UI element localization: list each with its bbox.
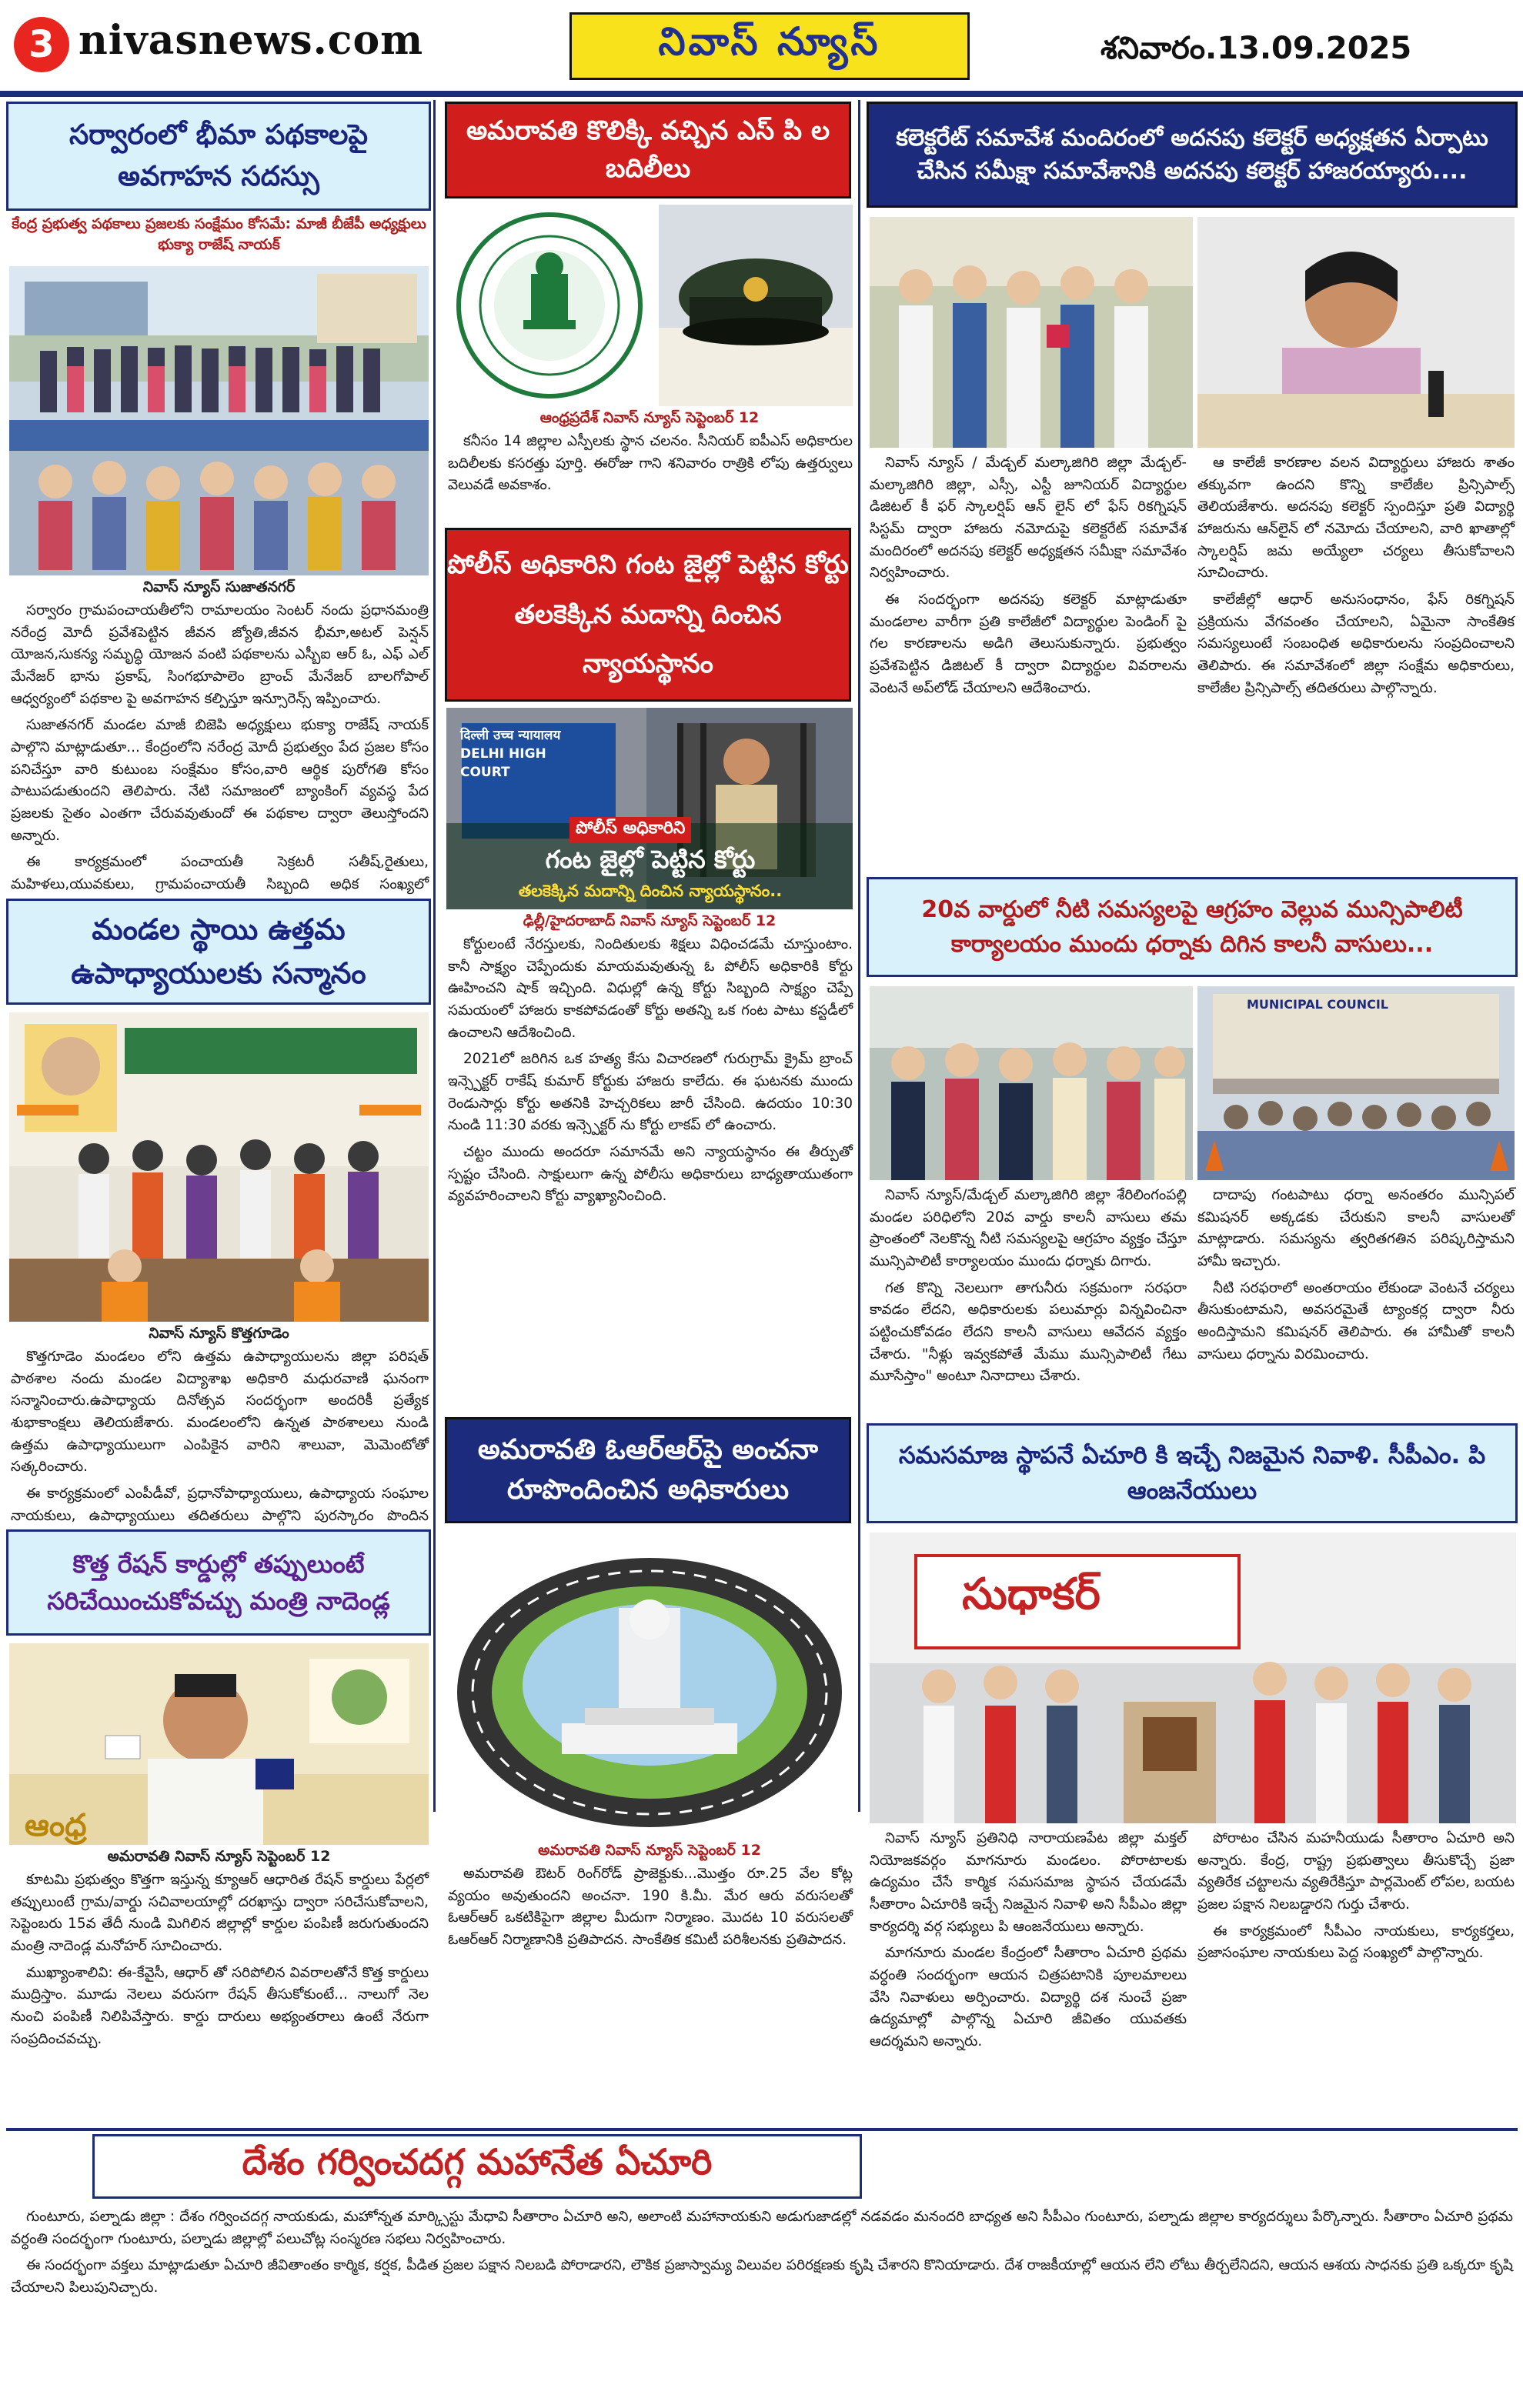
paragraph: ముఖ్యాంశాలివి: ఈ-కేవైసీ, ఆధార్ తో సరిపోలిన వివరాలతోనే కొత్త కార్డులు ముద్రిస్తాం. మూడు నెలలు వరుసగా రేషన్ తీసుకోకుంటే... నాలుగో నెల నుంచి పంపిణీ నిలిపివేస్తారు. కార్డు దారులు అభ్యంతరాలు ఉంటే నేరుగా సంప్రదించవచ్చు. xyxy=(11,1964,429,2047)
newspaper-logo: నివాస్ న్యూస్ xyxy=(569,12,970,80)
headline-a1: సర్వారంలో భీమా పథకాలపై అవగాహన సదస్సు xyxy=(6,102,431,211)
paragraph: ఈ సందర్భంగా వక్తలు మాట్లాడుతూ ఏచూరి జీవితాంతం కార్మిక, కర్షక, పీడిత ప్రజల పక్షాన నిలబడి పోరాడారని, లౌకిక ప్రజాస్వామ్య విలువల పరిరక్షణకు కృషి చేశారని కొనియాడారు. దేశ రాజకీయాల్లో ఆయన లేని లోటు తీర్చలేనిదని, ఆయన ఆశయ సాధనకు ప్రతి ఒక్కరూ కృషి చేయాలని పిలుపునిచ్చారు. xyxy=(11,2257,1513,2296)
photo-additional-collector xyxy=(1197,217,1515,448)
paragraph: ఆ కాలేజీ కారణాల వలన విద్యార్థులు హాజరు శాతం తక్కువగా ఉందని కొన్ని కాలేజీల ప్రిన్సిపాల్స్ తెలియజేశారు. అదనపు కలెక్టర్ స్పందిస్తూ ప్రతి విద్యార్థి హాజరును ఆన్‌లైన్ లో నమోదు చేయాలని, వారి ఖాతాల్లో స్కాలర్షిప్ జమ అయ్యేలా చర్యలు తీసుకోవాలని సూచించారు. xyxy=(1197,455,1515,582)
headline-a3: కొత్త రేషన్ కార్డుల్లో తప్పులుంటే సరిచేయించుకోవచ్చు మంత్రి నాదెండ్ల xyxy=(6,1529,431,1636)
caption-a2: నివాస్ న్యూస్ కొత్తగూడెం xyxy=(149,1325,289,1342)
paragraph: ఈ కార్యక్రమంలో సీపీఎం నాయకులు, కార్యకర్తలు, ప్రజాసంఘాల నాయకులు పెద్ద సంఖ్యలో పాల్గొన్నారు. xyxy=(1197,1923,1515,1962)
paragraph: నీటి సరఫరాలో అంతరాయం లేకుండా వెంటనే చర్యలు తీసుకుంటామని, అవసరమైతే ట్యాంకర్ల ద్వారా నీరు అందిస్తామని కమిషనర్ తెలిపారు. ఈ హామీతో కాలనీ వాసులు ధర్నాను విరమించారు. xyxy=(1197,1279,1515,1362)
headline-a10: దేశం గర్వించదగ్గ మహానేత ఏచూరి xyxy=(92,2134,862,2199)
banner-text: సుధాకర్ xyxy=(962,1569,1101,1619)
paragraph: నివాస్ న్యూస్ ప్రతినిధి నారాయణపేట జిల్లా మక్తల్ నియోజకవర్గం మాగనూరు మండలం. పోరాటాలకు ఉద్యమం చేసే కార్మిక సమసమాజ స్థాపన చేయడమే సీతారాం ఏచూరికి ఇచ్చే నిజమైన నివాళి అని సీపీఎం జిల్లా కార్యదర్శి వర్గ సభ్యులు పి ఆంజనేయులు అన్నారు. xyxy=(870,1830,1187,1935)
article-body-a3 xyxy=(11,1869,429,2117)
caption-a6: అమరావతి నివాస్ న్యూస్ సెప్టెంబర్ 12 xyxy=(538,1842,761,1859)
paragraph: సుజాతనగర్ మండల మాజీ బిజెపి అధ్యక్షులు భుక్యా రాజేష్ నాయక్ పాల్గొని మాట్లాడుతూ... కేంద్రంలోని నరేంద్ర మోదీ ప్రభుత్వం పేద ప్రజల కోసం పనిచేస్తూ వారి కుటుంబ సంక్షేమం కోసం,వారి ఆర్థిక పురోగతి కోసం పాటుపడుతుందని తెలిపారు. నేటి సమాజంలో బ్యాంకింగ్ వ్యవస్థ పేద ప్రజలకు సైతం ఎంతగా చేరువవుతుందో ఈ పథకాల ద్వారా తెలుస్తోందని అన్నారు. xyxy=(11,717,429,844)
article-body-a4 xyxy=(448,431,853,522)
caption-a4: ఆంధ్రప్రదేశ్ నివాస్ న్యూస్ సెప్టెంబర్ 12 xyxy=(539,409,760,426)
site-url[interactable]: nivasnews.com xyxy=(78,17,424,64)
column-divider xyxy=(858,100,860,1812)
photo-ap-emblem xyxy=(446,205,653,406)
paragraph: పోరాటం చేసిన మహనీయుడు సీతారాం ఏచూరి అని అన్నారు. కేంద్ర, రాష్ట్ర ప్రభుత్వాలు తీసుకొచ్చే ప్రజా వ్యతిరేక చట్టాలను వ్యతిరేకిస్తూ పార్లమెంట్ లోపల, బయట ప్రజల పక్షాన నిలబడ్డారని గుర్తు చేశారు. xyxy=(1197,1830,1515,1913)
paragraph: సర్వారం గ్రామపంచాయతీలోని రామాలయం సెంటర్ నందు ప్రధానమంత్రి నరేంద్ర మోదీ ప్రవేశపెట్టిన జీవన జ్యోతి,జీవన భీమా,అటల్ పెన్షన్ యోజన,సుకన్య సమృద్ధి యోజన వంటి పథకాలను ఎస్బీఐ ఆర్ ఓ, ఎఫ్ ఎల్ మేనేజర్ భాను ప్రకాష్, సింగభూపాలెం బ్రాంచ్ మేనేజర్ బాలగోపాల్ ఆధ్వర్యంలో పథకాల పై అవగాహన కల్పిస్తూ ఇన్సూరెన్స్ ఇప్పించారు. xyxy=(11,602,429,707)
article-body-a10 xyxy=(11,2206,1513,2399)
photo-police-cap xyxy=(659,205,853,406)
photo-insurance-meeting xyxy=(9,266,429,575)
article-body-a5 xyxy=(448,934,853,1411)
subheadline-a1: కేంద్ర ప్రభుత్వ పథకాలు ప్రజలకు సంక్షేమం కోసమే: మాజీ బీజేపీ అధ్యక్షులు భుక్యా రాజేష్ నాయక్ xyxy=(12,215,426,253)
paragraph: దాదాపు గంటపాటు ధర్నా అనంతరం మున్సిపల్ కమిషనర్ అక్కడకు చేరుకుని కాలనీ వాసులతో మాట్లాడారు. సమస్యను త్వరితగతిన పరిష్కరిస్తామని హామీ ఇచ్చారు. xyxy=(1197,1187,1515,1270)
svg-text:ఆంధ్ర: ఆంధ్ర xyxy=(25,1808,87,1843)
headline-a8: 20వ వార్డులో నీటి సమస్యలపై ఆగ్రహం వెల్లువ మున్సిపాలిటీ కార్యాలయం ముందు ధర్నాకు దిగిన కాలనీ వాసులు... xyxy=(867,877,1518,977)
column-divider xyxy=(433,100,436,1812)
photo-collector-greeting xyxy=(870,217,1193,448)
headline-a9: సమసమాజ స్థాపనే ఏచూరి కి ఇచ్చే నిజమైన నివాళి. సీపీఎం. పి ఆంజనేయులు xyxy=(867,1423,1518,1523)
paragraph: 2021లో జరిగిన ఒక హత్య కేసు విచారణలో గురుగ్రామ్ క్రైమ్ బ్రాంచ్ ఇన్స్పెక్టర్ రాకేష్ కుమార్ కోర్టుకు హాజరు కాలేదు. ఈ ఘటనకు ముందు రెండుసార్లు కోర్టు అతనికి హెచ్చరికలు జారీ చేసింది. ఉదయం 10:30 నుండి 11:30 వరకు ఇన్స్పెక్టర్ ను కోర్టు లాకప్ లో ఉంచారు. xyxy=(448,1051,853,1134)
paragraph: కాలేజీల్లో ఆధార్ అనుసంధానం, ఫేస్ రికగ్నిషన్ ప్రక్రియను వేగవంతం చేయాలని, ఏమైనా సాంకేతిక సమస్యలుంటే సంబంధిత అధికారులను సంప్రదించాలని తెలిపారు. ఈ సమావేశంలో జిల్లా సంక్షేమ అధికారులు, కాలేజీల ప్రిన్సిపాల్స్ తదితరులు పాల్గొన్నారు. xyxy=(1197,592,1515,696)
headline-a4: అమరావతి కొలిక్కి వచ్చిన ఎస్ పి ల బదిలీలు xyxy=(445,102,851,198)
paragraph: అమరావతి ఔటర్ రింగ్‌రోడ్ ప్రాజెక్టుకు...మొత్తం రూ.25 వేల కోట్ల వ్యయం అవుతుందని అంచనా. 190 కి.మీ. మేర ఆరు వరుసలతో ఓఆర్ఆర్ ఒకటికిపైగా జిల్లాల మీదుగా నిర్మాణం. మొదట 10 వరుసలతో ఓఆర్ఆర్ నిర్మాణానికి ప్రతిపాదన. సాంకేతిక కమిటీ పరిశీలనకు ప్రతిపాదన. xyxy=(448,1866,853,1949)
headline-a6: అమరావతి ఓఆర్ఆర్‌పై అంచనా రూపొందించిన అధికారులు xyxy=(445,1417,851,1523)
paragraph: కోర్టులంటే నేరస్తులకు, నిందితులకు శిక్షలు విధించడమే చూస్తుంటాం. కానీ సాక్ష్యం చెప్పేందుకు మాయమవుతున్న ఓ పోలీస్ అధికారికి కోర్టు ఊహించని షాక్ ఇచ్చింది. విధుల్లో ఉన్న కోర్టు సిబ్బంది సాక్ష్యం చెప్పే సమయంలో హాజరు కాకపోవడంతో కోర్టు అతన్ని ఒక గంట పాటు కస్టడీలో ఉంచాలని ఆదేశించింది. xyxy=(448,936,853,1041)
caption-a1: నివాస్ న్యూస్ సుజాతనగర్ xyxy=(142,579,296,595)
municipal-sign: MUNICIPAL COUNCIL xyxy=(1247,997,1388,1012)
article-body-a9-col1 xyxy=(870,1828,1187,2120)
headline-a2: మండల స్థాయి ఉత్తమ ఉపాధ్యాయులకు సన్మానం xyxy=(6,899,431,1005)
masthead-rule xyxy=(0,91,1523,97)
photo-teacher-felicitation xyxy=(9,1012,429,1322)
paragraph: ఈ కార్యక్రమంలో ఎంపీడీవో, ప్రధానోపాధ్యాయులు, ఉపాధ్యాయ సంఘాల నాయకులు, ఉపాధ్యాయులు తదితరులు పాల్గొని పురస్కారం పొందిన xyxy=(11,1486,429,1524)
article-body-a7-col1 xyxy=(870,452,1187,868)
photo-protest-crowd xyxy=(870,986,1193,1180)
overlay-line-3: తలకెక్కిన మదాన్ని దించిన న్యాయస్థానం.. xyxy=(518,882,783,900)
paragraph: కొత్తగూడెం మండలం లోని ఉత్తమ ఉపాధ్యాయులను జిల్లా పరిషత్ పాఠశాల నందు మండల విద్యాశాఖ అధికారి మధురవాణి ఘనంగా సన్మానించారు.ఉపాధ్యాయ దినోత్సవ సందర్భంగా అందరికీ ప్రత్యేక శుభాకాంక్షలు తెలియజేశారు. మండలంలోని ఉన్నత పాఠశాలలు నుండి ఉత్తమ ఉపాధ్యాయులుగా ఎంపికైన వారిని శాలువా, మెమెంటోతో సత్కరించారు. xyxy=(11,1349,429,1476)
article-body-a7-col2 xyxy=(1197,452,1515,868)
overlay-line-2: గంట జైల్లో పెట్టిన కోర్టు xyxy=(545,845,756,874)
article-body-a2 xyxy=(11,1346,429,1523)
caption-a5: ఢిల్లీ/హైదరాబాద్ నివాస్ న్యూస్ సెప్టెంబర్ 12 xyxy=(523,912,777,929)
paragraph: గుంటూరు, పల్నాడు జిల్లా : దేశం గర్వించదగ్గ నాయకుడు, మహోన్నత మార్క్సిస్టు మేధావి సీతారాం ఏచూరి అని, అలాంటి మహానాయకుని అడుగుజాడల్లో నడవడం మనందరి బాధ్యత అని సీపీఎం గుంటూరు, పల్నాడు జిల్లాల కార్యదర్శులు పేర్కొన్నారు. సీతారాం ఏచూరి ప్రథమ వర్ధంతి సందర్భంగా గుంటూరు, పల్నాడు జిల్లాల్లో పలుచోట్ల సంస్మరణ సభలు నిర్వహించారు. xyxy=(11,2209,1513,2247)
paragraph: ఈ సందర్భంగా అదనపు కలెక్టర్ మాట్లాడుతూ మండలాల వారీగా ప్రతి కాలేజీలో విద్యార్థుల పెండింగ్ పై గల కారణాలను అడిగి తెలుసుకున్నారు. ప్రభుత్వం ప్రవేశపెట్టిన డిజిటల్ కీ ద్వారా విద్యార్థుల వివరాలను వెంటనే అప్‌లోడ్ చేయాలని ఆదేశించారు. xyxy=(870,592,1187,696)
article-body-a1 xyxy=(11,600,429,894)
article-body-a6 xyxy=(448,1863,853,2045)
paragraph: చట్టం ముందు అందరూ సమానమే అని న్యాయస్థానం ఈ తీర్పుతో స్పష్టం చేసింది. సాక్షులుగా ఉన్న పోలీసు అధికారులు బాధ్యతాయుతంగా వ్యవహరించాలని కోర్టు వ్యాఖ్యానించింది. xyxy=(448,1144,853,1205)
page-number-badge: 3 xyxy=(14,17,69,72)
paragraph: ఈ కార్యక్రమంలో పంచాయతీ సెక్రటరీ సతీష్,రైతులు, మహిళలు,యువకులు, గ్రామపంచాయతీ సిబ్బంది అధిక సంఖ్యలో xyxy=(11,854,429,893)
issue-date: శనివారం.13.09.2025 xyxy=(1101,31,1412,66)
paragraph: కనీసం 14 జిల్లాల ఎస్పీలకు స్థాన చలనం. సీనియర్ ఐపీఎస్ అధికారుల బదిలీలకు కసరత్తు పూర్తి. ఈరోజు గాని శనివారం రాత్రికి లోపు ఉత్తర్వులు వెలువడే అవకాశం. xyxy=(448,433,853,494)
paragraph: గత కొన్ని నెలలుగా తాగునీరు సక్రమంగా సరఫరా కావడం లేదని, అధికారులకు పలుమార్లు విన్నవించినా పట్టించుకోవడం లేదని కాలనీ వాసులు ఆవేదన వ్యక్తం చేశారు. "నీళ్లు ఇవ్వకపోతే మేము మున్సిపాలిటీ గేటు మూసేస్తాం" అంటూ నినాదాలు చేశారు. xyxy=(870,1279,1187,1385)
court-sign: दिल्ली उच्च न्यायालय DELHI HIGH COURT xyxy=(460,728,561,780)
paragraph: మాగనూరు మండల కేంద్రంలో సీతారాం ఏచూరి ప్రథమ వర్ధంతి సందర్భంగా ఆయన చిత్రపటానికి పూలమాలలు వేసి నివాళులు అర్పించారు. విద్యార్థి దశ నుంచే ప్రజా ఉద్యమాల్లో పాల్గొన్న ఏచూరి జీవితం యువతకు ఆదర్శమని అన్నారు. xyxy=(870,1945,1187,2050)
article-body-a8-col1 xyxy=(870,1185,1187,1416)
headline-a5: పోలీస్ అధికారిని గంట జైల్లో పెట్టిన కోర్టు తలకెక్కిన మదాన్ని దించిన న్యాయస్థానం xyxy=(445,528,851,702)
photo-amaravati-buddha-ring xyxy=(446,1546,853,1837)
section-divider xyxy=(6,2128,1518,2131)
article-body-a9-col2 xyxy=(1197,1828,1515,2120)
photo-minister-nadendla xyxy=(9,1643,429,1845)
paragraph: నివాస్ న్యూస్/మేడ్చల్ మల్కాజిగిరి జిల్లా శేరిలింగంపల్లి మండల పరిధిలోని 20వ వార్డు కాలనీ వాసులు తమ ప్రాంతంలో నెలకొన్న నీటి సమస్యలపై ఆగ్రహం వ్యక్తం చేస్తూ మున్సిపాలిటీ కార్యాలయం ముందు ధర్నాకు దిగారు. xyxy=(870,1187,1187,1270)
headline-a7: కలెక్టరేట్ సమావేశ మందిరంలో అదనపు కలెక్టర్ అధ్యక్షతన ఏర్పాటు చేసిన సమీక్షా సమావేశానికి అదనపు కలెక్టర్ హాజరయ్యారు.... xyxy=(867,102,1518,208)
article-body-a8-col2 xyxy=(1197,1185,1515,1416)
photo-municipal-office-sitin xyxy=(1197,986,1515,1180)
overlay-line-1: పోలీస్ అధికారిని xyxy=(569,817,691,843)
paragraph: కూటమి ప్రభుత్వం కొత్తగా ఇస్తున్న క్యూఆర్ ఆధారిత రేషన్ కార్డులు పేర్లలో తప్పులుంటే గ్రామ/వార్డు సచివాలయాల్లో దరఖాస్తు ద్వారా సరిచేసుకోవాలని, సెప్టెంబరు 15వ తేదీ నుండి మిగిలిన జిల్లాల్లో కార్డుల పంపిణీ జరుగుతుందని మంత్రి నాదెండ్ల మనోహర్ సూచించారు. xyxy=(11,1872,429,1955)
caption-a3: అమరావతి నివాస్ న్యూస్ సెప్టెంబర్ 12 xyxy=(107,1848,331,1865)
paragraph: నివాస్ న్యూస్ / మేడ్చల్ మల్కాజిగిరి జిల్లా మేడ్చల్-మల్కాజిగిరి జిల్లా, ఎస్సీ, ఎస్టీ జూనియర్ విద్యార్థుల డిజిటల్ కీ ఫర్ స్కాలర్షిప్ ఆన్ లైన్ లో ఫేస్ రికగ్నిషన్ సిస్టమ్ ద్వారా హాజరు నమోదుపై కలెక్టరేట్ సమావేశ మందిరంలో అదనపు కలెక్టర్ అధ్యక్షతన సమీక్షా సమావేశం నిర్వహించారు. xyxy=(870,455,1187,582)
